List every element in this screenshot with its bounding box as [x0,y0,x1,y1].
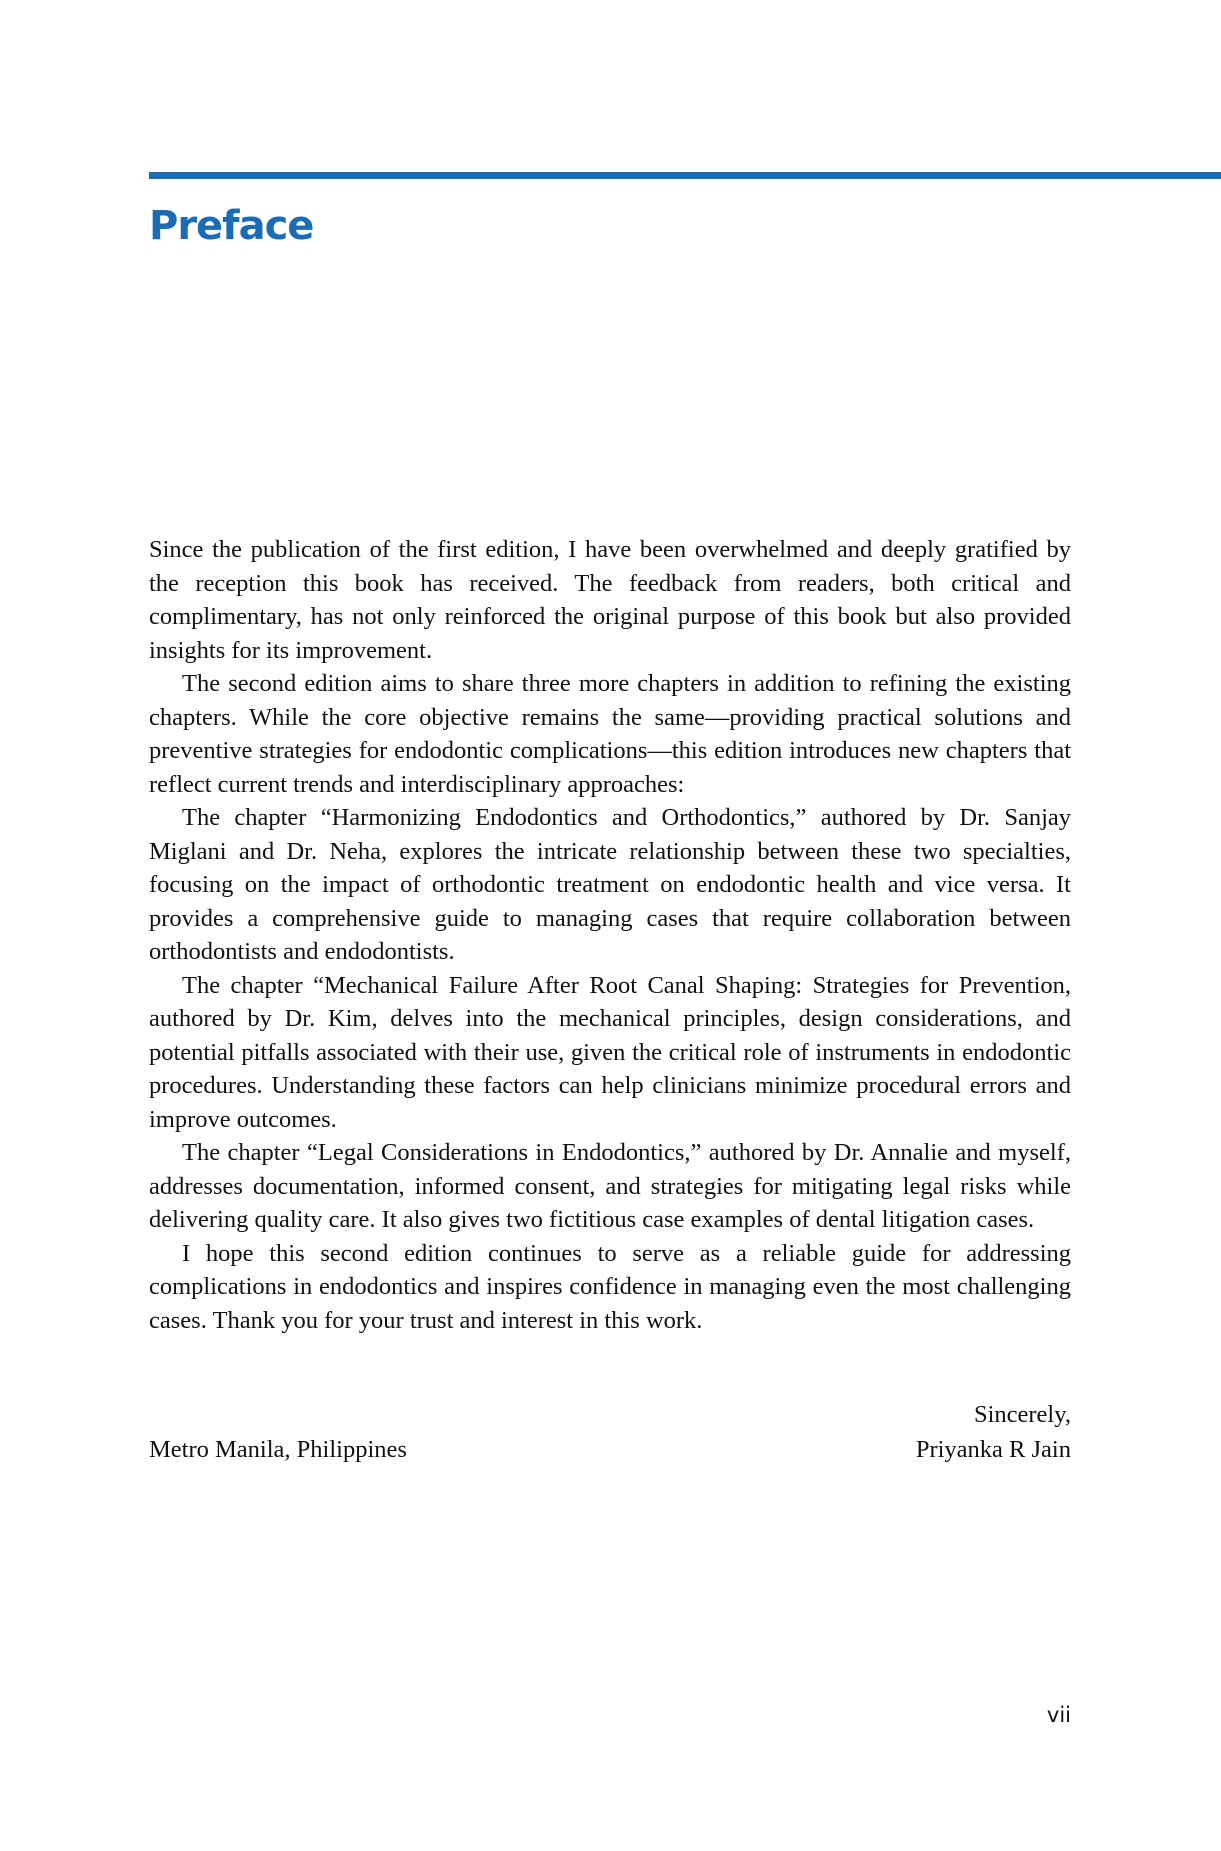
header-rule [149,172,1221,179]
paragraph: I hope this second edition continues to serve as a reliable guide for addressing complications in endodontics and inspires confidence in managing even the most challenging cases. Thank you for your trust and interest in this work. [149,1239,1071,1334]
page-number: vii [1046,1703,1071,1727]
location: Metro Manila, Philippines [149,1436,407,1463]
signature-block [149,1397,1071,1467]
author-name: Priyanka R Jain [915,1436,1071,1463]
salutation: Sincerely, [973,1401,1071,1428]
paragraph: The chapter “Harmonizing Endodontics and Orthodontics,” authored by Dr. Sanjay Miglani and Dr. Neha, explores the intricate relationship between these two specialties, focusing on the impact of orthodontic treatment on endodontic health and vice versa. It provides a comprehensive guide to managing cases that require collaboration between orthodontists and endodontists. [149,804,1071,965]
paragraph: The chapter “Mechanical Failure After Root Canal Shaping: Strategies for Prevention, authored by Dr. Kim, delves into the mechanical principles, design considerations, and potential pitfalls associated with their use, given the critical role of instruments in endodontic procedures. Understanding these factors can help clinicians minimize procedural errors and improve outcomes. [149,971,1071,1133]
paragraph: The chapter “Legal Considerations in Endodontics,” authored by Dr. Annalie and myself, addresses documentation, informed consent, and strategies for mitigating legal risks while delivering quality care. It also gives two fictitious case examples of dental litigation cases. [149,1139,1071,1233]
preface-body [149,533,1071,1337]
paragraph: Since the publication of the first edition, I have been overwhelmed and deeply gratified by the reception this book has received. The feedback from readers, both critical and complimentary, has not only reinforced the original purpose of this book but also provided insights for its improvement. [149,536,1071,664]
paragraph: The second edition aims to share three more chapters in addition to refining the existing chapters. While the core objective remains the same—providing practical solutions and preventive strategies for endodontic complications—this edition introduces new chapters that reflect current trends and interdisciplinary approaches: [149,670,1071,798]
page-title: Preface [149,203,314,249]
